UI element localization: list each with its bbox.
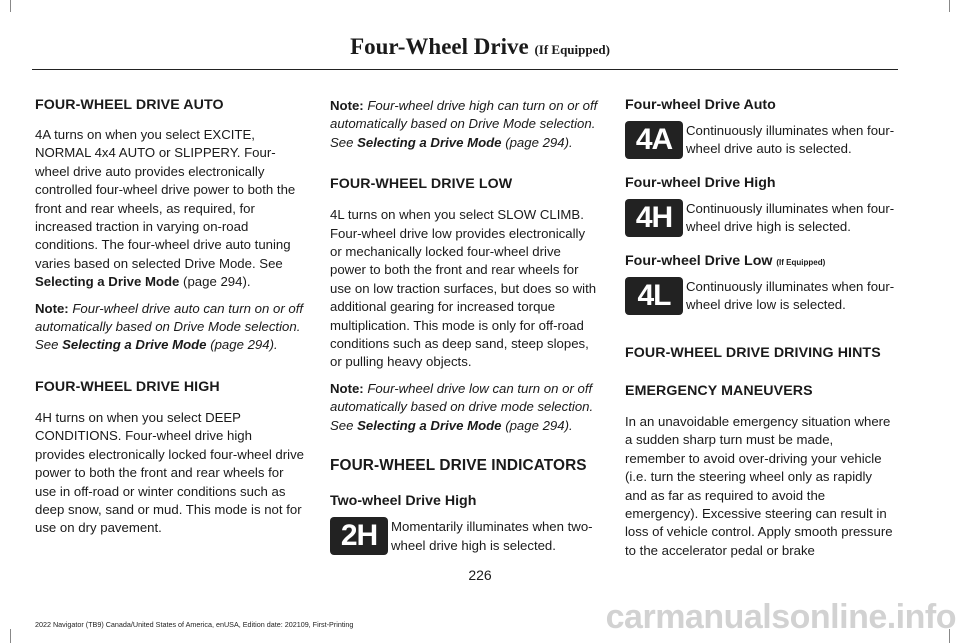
section-body-4wd-low: 4L turns on when you select SLOW CLIMB. Four-wheel drive low provides electronically or mechanically locked four-wheel drive power to both the front and rear wheels for use on low traction surfaces, but does so with additional gearing for increased torque multiplication. This mode is only for off-road conditions such as deep sand, steep slopes, or pulling heavy objects. [330, 207, 597, 370]
cross-reference-link[interactable]: Selecting a Drive Mode [35, 274, 180, 290]
column-1 [35, 97, 305, 538]
section-heading-emergency-maneuvers: EMERGENCY MANEUVERS [625, 383, 813, 399]
page-title-suffix: (If Equipped) [534, 42, 610, 57]
indicator-description-2h: Momentarily illuminates when two-wheel drive high is selected. [391, 519, 593, 553]
section-heading-4wd-auto: FOUR-WHEEL DRIVE AUTO [35, 97, 224, 113]
column-3 [625, 97, 895, 560]
cross-reference-link[interactable]: Selecting a Drive Mode [357, 417, 502, 433]
crop-mark-top-right [939, 0, 950, 12]
section-body-4wd-high: 4H turns on when you select DEEP CONDITIONS. Four-wheel drive high provides electronically locked four-wheel drive power to both the front and rear wheels for use in off-road or winter conditions such as deep snow, sand or mud. This mode is not for use on dry pavement. [35, 409, 305, 536]
indicator-description-4a: Continuously illuminates when four-wheel drive auto is selected. [686, 123, 895, 157]
indicator-2h [330, 518, 600, 555]
page-number: 226 [468, 567, 492, 583]
indicator-4h [625, 200, 895, 237]
indicator-title-2h: Two-wheel Drive High [330, 493, 477, 510]
column-2 [330, 97, 600, 555]
footer-edition-info: 2022 Navigator (TB9) Canada/United States of America, enUSA, Edition date: 202109, First-Printing [35, 620, 354, 629]
cross-reference-link[interactable]: Selecting a Drive Mode [357, 134, 502, 150]
section-heading-4wd-low: FOUR-WHEEL DRIVE LOW [330, 176, 513, 193]
indicator-description-4l: Continuously illuminates when four-wheel drive low is selected. [686, 279, 895, 313]
note-4wd-low: Note: Four-wheel drive low can turn on or off automatically based on drive mode selection. See Selecting a Drive Mode (page 294). [330, 380, 594, 433]
4l-indicator-icon: 4L [625, 277, 683, 315]
crop-mark-bottom-left [10, 629, 21, 643]
indicator-title-4l: Four-wheel Drive Low (If Equipped) [625, 253, 826, 269]
note-4wd-auto: Note: Four-wheel drive auto can turn on or off automatically based on Drive Mode selection. See Selecting a Drive Mode (page 294). [35, 300, 304, 353]
section-heading-4wd-indicators: FOUR-WHEEL DRIVE INDICATORS [330, 457, 587, 475]
page-header [0, 34, 960, 60]
4a-indicator-icon: 4A [625, 121, 683, 159]
4h-indicator-icon: 4H [625, 199, 683, 237]
indicator-title-4l-suffix: (If Equipped) [776, 258, 826, 267]
section-body-emergency-maneuvers: In an unavoidable emergency situation where a sudden sharp turn must be made, remember to avoid over-driving your vehicle (i.e. turn the steering wheel only as rapidly and as far as required to avoid the emergency). Excessive steering can result in loss of vehicle control. Apply smooth pressure to the accelerator pedal or brake [625, 414, 893, 558]
crop-mark-top-left [10, 0, 21, 12]
indicator-4a [625, 122, 895, 159]
indicator-title-4a: Four-wheel Drive Auto [625, 97, 776, 113]
watermark: carmanualsonline.info [605, 598, 956, 636]
indicator-4l [625, 278, 895, 315]
2h-indicator-icon: 2H [330, 517, 388, 555]
cross-reference-link[interactable]: Selecting a Drive Mode [62, 337, 207, 353]
indicator-title-4h: Four-wheel Drive High [625, 175, 776, 191]
section-body-4wd-auto: 4A turns on when you select EXCITE, NORMAL 4x4 AUTO or SLIPPERY. Four-wheel drive auto provides electronically controlled four-wheel drive power to both the front and rear wheels, as required, for increased traction in varying on-road conditions. The four-wheel drive auto tuning varies based on selected Drive Mode. See Selecting a Drive Mode (page 294). [35, 127, 296, 290]
note-4wd-high: Note: Four-wheel drive high can turn on or off automatically based on Drive Mode selection. See Selecting a Drive Mode (page 294). [330, 98, 598, 150]
indicator-description-4h: Continuously illuminates when four-wheel drive high is selected. [686, 201, 895, 235]
section-heading-4wd-high: FOUR-WHEEL DRIVE HIGH [35, 378, 220, 395]
page-title: Four-Wheel Drive [350, 34, 529, 59]
section-heading-driving-hints: FOUR-WHEEL DRIVE DRIVING HINTS [625, 345, 881, 361]
header-rule [32, 69, 898, 70]
